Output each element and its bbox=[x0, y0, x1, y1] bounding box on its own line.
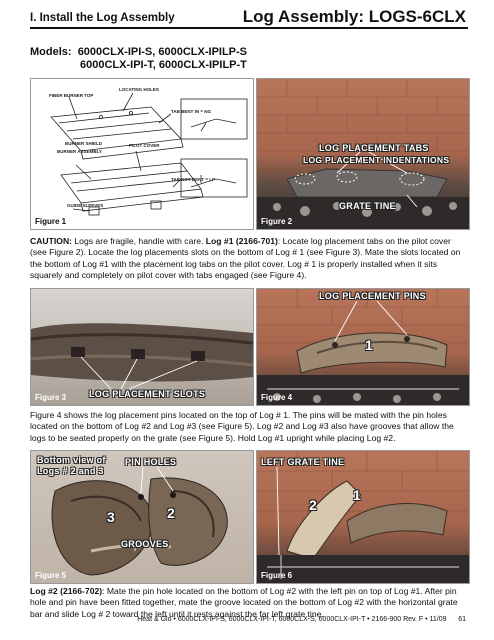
tag-log-placement-slots: LOG PLACEMENT SLOTS bbox=[89, 389, 206, 399]
log2-installed-photo bbox=[257, 451, 469, 583]
figure-1 bbox=[30, 78, 254, 230]
callout-tab-not-bent: TAB NOT BENT = LP bbox=[171, 177, 216, 182]
tag-bottom-view-line1: Bottom view of bbox=[37, 455, 106, 465]
figure-3 bbox=[30, 288, 254, 406]
tag-bottom-view-line2: Logs # 2 and 3 bbox=[37, 466, 104, 476]
callout-burner-assembly: BURNER ASSEMBLY bbox=[57, 149, 102, 154]
tag-log-placement-tabs: LOG PLACEMENT TABS bbox=[319, 143, 429, 153]
caution-lead: CAUTION: bbox=[30, 236, 73, 246]
log-number-1-fig6: 1 bbox=[353, 487, 361, 503]
page-title: Log Assembly: LOGS-6CLX bbox=[242, 7, 466, 26]
log-number-2: 2 bbox=[167, 505, 175, 521]
models-line2: 6000CLX-IPI-T, 6000CLX-IPILP-T bbox=[80, 59, 247, 71]
log1-installed-photo bbox=[257, 289, 469, 405]
figure-5-label: Figure 5 bbox=[35, 571, 67, 580]
caution-text1: Logs are fragile, handle with care. bbox=[72, 236, 206, 246]
figure-2-label: Figure 2 bbox=[261, 217, 293, 226]
log2-text: : Mate the pin hole located on the bottom of Log #2 with the left pin on top of Log #1. After pin hole and pin have been fitted together, mate the groove located on the bottom of Log #2 with the horizontal grate bar and slide Log # 2 toward the left until it rests against the far left grate tine. bbox=[30, 586, 458, 619]
tag-left-grate-tine: LEFT GRATE TINE bbox=[261, 457, 345, 467]
models-block bbox=[30, 46, 247, 72]
figure-2 bbox=[256, 78, 470, 230]
figure-1-label: Figure 1 bbox=[35, 217, 67, 226]
figure-4-label: Figure 4 bbox=[261, 393, 293, 402]
caution-log1: Log #1 (2166-701) bbox=[205, 236, 278, 246]
log-number-1: 1 bbox=[365, 337, 373, 353]
caution-text2: : Locate log placement tabs on the pilot cover (see Figure 2). Locate the log placements slots on the bottom of Log # 1 (see Figure 3). Mate the slots located on the bottom of Log #1 with the placement log tabs on the pilot cover. Log # 1 is properly installed when it sits squarely and completely on pilot cover with tabs engaged (see Figure 4). bbox=[30, 236, 461, 280]
models-line1: 6000CLX-IPI-S, 6000CLX-IPILP-S bbox=[77, 46, 248, 58]
models-label: Models: bbox=[30, 46, 72, 58]
figure-4 bbox=[256, 288, 470, 406]
callout-tab-bent-in: TAB BENT IN = NG bbox=[171, 109, 212, 114]
callout-pilot-cover: PILOT COVER bbox=[129, 143, 160, 148]
pins-paragraph: Figure 4 shows the log placement pins located on the top of Log # 1. The pins will be mated with the pin holes located on the bottom of Log #2 and Log #3 (see Figure 5). Log #2 and Log #3 also have grooves that allow the logs to be seated properly on the grate (see Figure 5). Hold Log #1 upright while placing Log #2. bbox=[30, 410, 454, 443]
log2-heading: Log #2 (2166-702) bbox=[30, 586, 103, 596]
figure-6 bbox=[256, 450, 470, 584]
page-footer bbox=[137, 616, 466, 623]
tag-pin-holes: PIN HOLES bbox=[125, 457, 177, 467]
tag-grooves: GROOVES bbox=[121, 539, 169, 549]
tag-log-placement-indentations: LOG PLACEMENT INDENTATIONS bbox=[303, 155, 450, 165]
section-heading: I. Install the Log Assembly bbox=[30, 12, 175, 24]
caution-paragraph bbox=[30, 236, 468, 281]
figure-6-label: Figure 6 bbox=[261, 571, 293, 580]
log-underside-photo bbox=[31, 289, 253, 405]
callout-fiber-burner-top: FIBER BURNER TOP bbox=[49, 93, 94, 98]
header-rule bbox=[30, 27, 468, 29]
callout-locating-holes: LOCATING HOLES bbox=[119, 87, 159, 92]
tag-log-placement-pins: LOG PLACEMENT PINS bbox=[319, 291, 426, 301]
log-number-2-fig6: 2 bbox=[309, 497, 317, 513]
figure-3-label: Figure 3 bbox=[35, 393, 67, 402]
log-number-3: 3 bbox=[107, 509, 115, 525]
footer-text: Heat & Glo • 6000CLX-IPI-S, 6000CLX-IPI-T, 6000CLX-S, 6000CLX-IPI-T • 2166-900 Rev. F • 11/09 bbox=[137, 616, 447, 623]
burner-diagram bbox=[31, 79, 253, 229]
callout-guide-sleeves: GUIDE SLEEVES bbox=[67, 203, 104, 208]
page-number: 61 bbox=[458, 616, 466, 623]
figure-5 bbox=[30, 450, 254, 584]
log2-paragraph bbox=[30, 586, 468, 620]
callout-burner-shield: BURNER SHIELD bbox=[65, 141, 103, 146]
tag-grate-tine: GRATE TINE bbox=[339, 201, 396, 211]
